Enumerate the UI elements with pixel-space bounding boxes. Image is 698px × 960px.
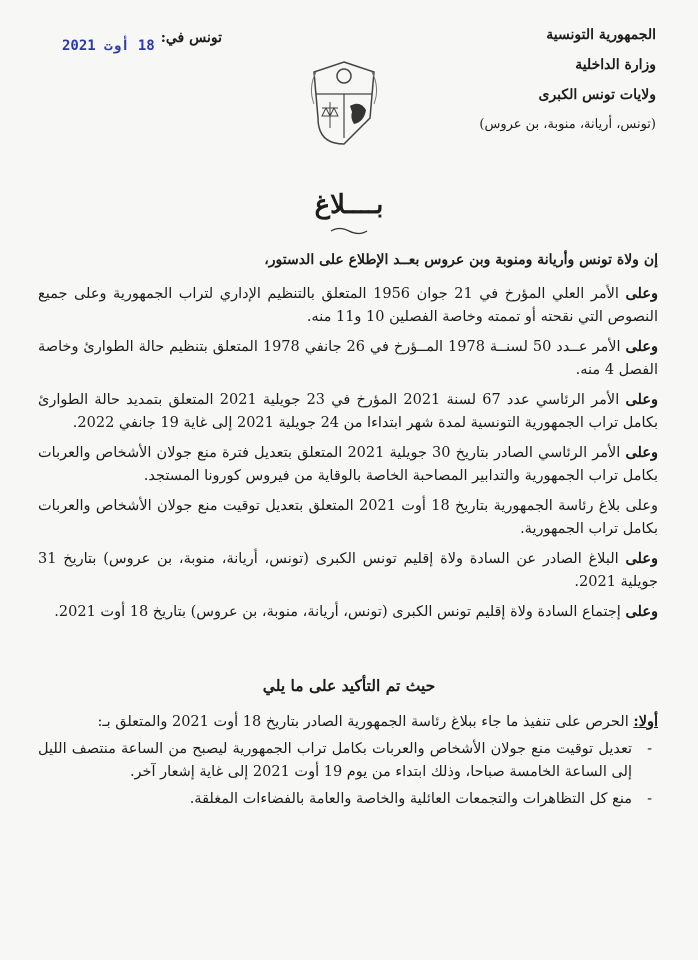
preamble-intro: إن ولاة تونس وأريانة ومنوبة وبن عروس بعــد الإطلاع على الدستور، — [264, 252, 658, 268]
measure-item: - منع كل التظاهرات والتجمعات العائلية والخاصة والعامة بالفضاءات المغلقة. — [38, 788, 658, 811]
place-label: تونس في: — [160, 30, 222, 46]
date-stamp: 18 أوت 2021 — [62, 38, 155, 54]
decision-first-intro: أولا: الحرص على تنفيذ ما جاء ببلاغ رئاسة الجمهورية الصادر بتاريخ 18 أوت 2021 والمتعلق بـ: — [97, 713, 658, 730]
clause-7: وعلى إجتماع السادة ولاة إقليم تونس الكبرى (تونس، أريانة، منوبة، بن عروس) بتاريخ 18 أوت 2021. — [54, 603, 658, 620]
document-title: بــــلاغ — [314, 190, 384, 220]
measure-item: - تعديل توقيت منع جولان الأشخاص والعربات بكامل تراب الجمهورية ليصبح من الساعة منتصف الليل إلى الساعة الخامسة صباحا، وذلك ابتداء من يوم 19 أوت 2021 إلى غاية إشعار آخر. — [38, 738, 658, 784]
clause-5: وعلى بلاغ رئاسة الجمهورية بتاريخ 18 أوت 2021 المتعلق بتعديل توقيت منع جولان الأشخاص والعربات بكامل تراب الجمهورية. — [38, 498, 659, 537]
authority-republic: الجمهورية التونسية — [546, 27, 656, 43]
authority-ministry: وزارة الداخلية — [575, 57, 656, 73]
decision-ordinal: أولا: — [633, 713, 658, 730]
clause-2: وعلى الأمر عــدد 50 لسنــة 1978 المــؤرخ في 26 جانفي 1978 المتعلق بتنظيم حالة الطوارئ وخاصة الفصل 4 منه. — [38, 338, 659, 378]
clause-4: وعلى الأمر الرئاسي الصادر بتاريخ 30 جويلية 2021 المتعلق بتعديل فترة منع جولان الأشخاص والعربات بكامل تراب الجمهورية والتدابير المصاحبة الخاصة بالوقاية من فيروس كورونا المستجد. — [38, 444, 658, 484]
clause-1: وعلى الأمر العلي المؤرخ في 21 جوان 1956 المتعلق بالتنظيم الإداري لتراب الجمهورية وعلى جميع النصوص التي نقحته أو تممته وخاصة الفصلين 10 و11 منه. — [38, 285, 658, 325]
clause-6: وعلى البلاغ الصادر عن السادة ولاة إقليم تونس الكبرى (تونس، أريانة، منوبة، بن عروس) بتاريخ 31 جويلية 2021. — [38, 550, 658, 590]
section-title: حيث تم التأكيد على ما يلي — [262, 676, 436, 695]
title-flourish-icon — [329, 226, 369, 236]
legal-basis-list — [38, 282, 658, 630]
issuing-authority — [426, 20, 656, 140]
place-date — [62, 30, 222, 60]
authority-governorates: ولايات تونس الكبرى — [538, 87, 656, 103]
decision-first — [38, 710, 658, 815]
measures-list — [38, 738, 658, 811]
coat-of-arms-icon — [304, 58, 384, 148]
authority-regions: (تونس، أريانة، منوبة، بن عروس) — [479, 117, 656, 132]
clause-3: وعلى الأمر الرئاسي عدد 67 لسنة 2021 المؤرخ في 23 جويلية 2021 المتعلق بتمديد حالة الطوارئ بكامل تراب الجمهورية التونسية لمدة شهر ابتداءا من 24 جويلية 2021 إلى غاية 19 جانفي 2022. — [38, 391, 658, 431]
